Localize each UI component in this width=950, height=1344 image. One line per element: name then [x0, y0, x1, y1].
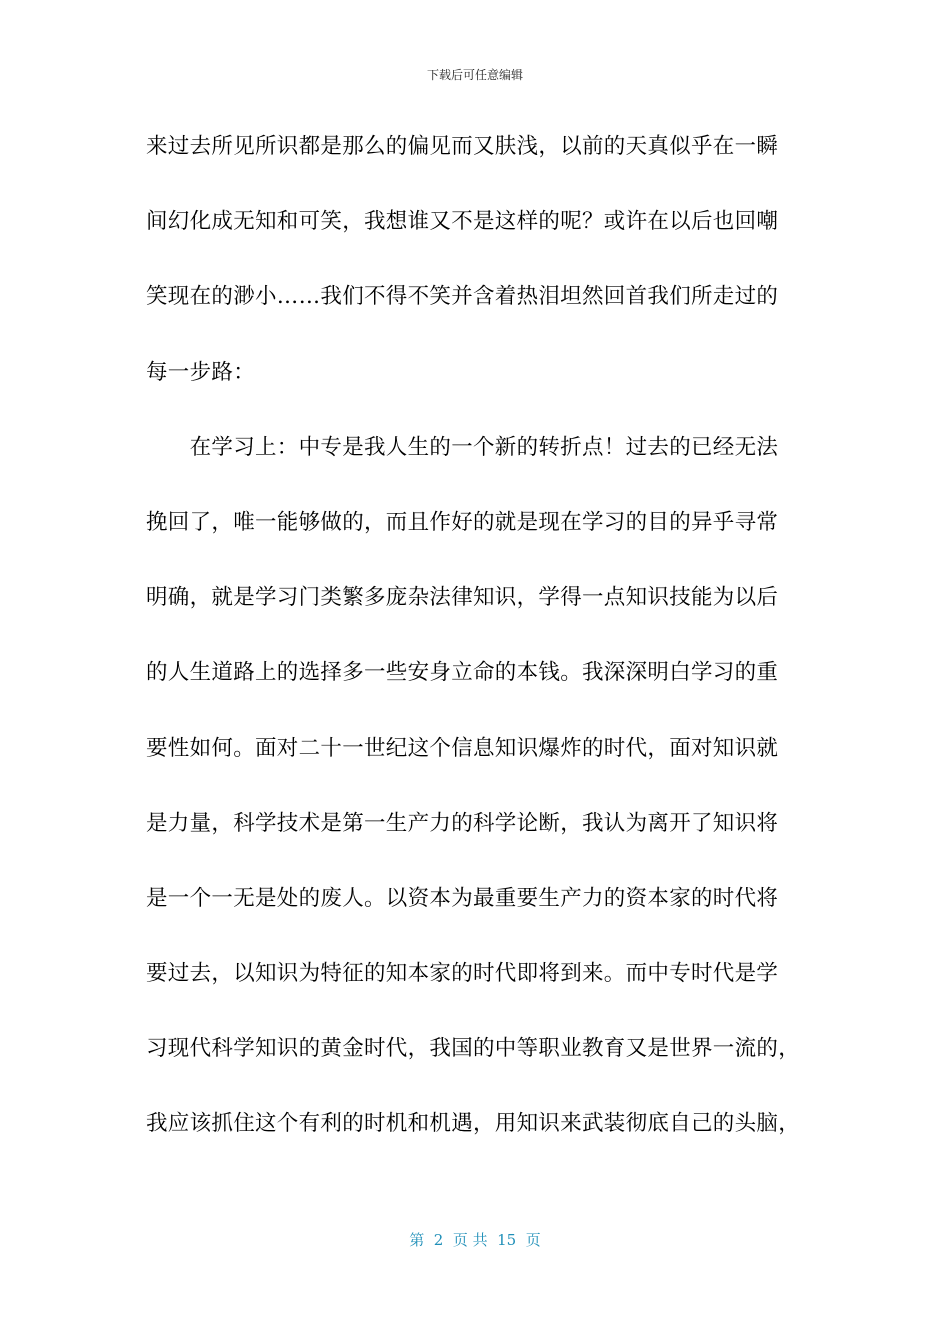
text-line: 要性如何。面对二十一世纪这个信息知识爆炸的时代，面对知识就 — [146, 735, 779, 761]
text-line: 要过去，以知识为特征的知本家的时代即将到来。而中专时代是学 — [146, 961, 779, 987]
text-line: 在学习上：中专是我人生的一个新的转折点！过去的已经无法 — [146, 434, 779, 460]
page-header: 下载后可任意编辑 — [426, 68, 523, 82]
document-body — [146, 128, 808, 1181]
text-line: 习现代科学知识的黄金时代，我国的中等职业教育又是世界一流的， — [146, 1036, 801, 1062]
text-line: 我应该抓住这个有利的时机和机遇，用知识来武装彻底自己的头脑， — [146, 1111, 801, 1137]
text-line: 明确，就是学习门类繁多庞杂法律知识，学得一点知识技能为以后 — [146, 585, 779, 611]
text-line: 笑现在的渺小……我们不得不笑并含着热泪坦然回首我们所走过的 — [146, 284, 779, 310]
text-line: 间幻化成无知和可笑，我想谁又不是这样的呢？或许在以后也回嘲 — [146, 209, 779, 235]
text-line: 挽回了，唯一能够做的，而且作好的就是现在学习的目的异乎寻常 — [146, 509, 779, 535]
text-line: 每一步路： — [146, 359, 256, 385]
page-number-footer: 第 2 页 共 15 页 — [409, 1231, 541, 1249]
text-line: 是一个一无是处的废人。以资本为最重要生产力的资本家的时代将 — [146, 885, 779, 911]
text-line: 来过去所见所识都是那么的偏见而又肤浅，以前的天真似乎在一瞬 — [146, 134, 779, 159]
text-line: 的人生道路上的选择多一些安身立命的本钱。我深深明白学习的重 — [146, 660, 779, 686]
text-line: 是力量，科学技术是第一生产力的科学论断，我认为离开了知识将 — [146, 810, 779, 836]
